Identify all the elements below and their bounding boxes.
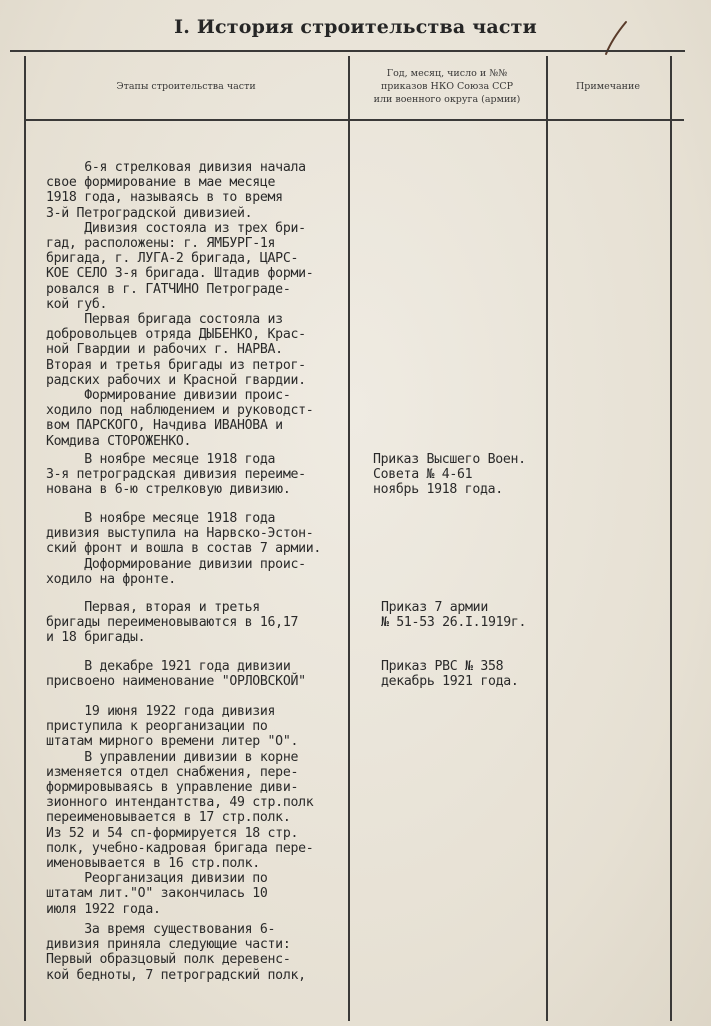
header-notes: Примечание bbox=[576, 81, 640, 92]
entry-renaming-1918: В ноябре месяце 1918 года 3-я петроградская дивизия переиме- нована в 6-ю стрелковую дивизию. bbox=[46, 452, 306, 498]
entry-front-1918: В ноябре месяце 1918 года дивизия выступила на Нарвско-Эстон- ский фронт и вошла в состав 7 армии. Доформирование дивизии проис- ходило на фронте. bbox=[46, 511, 322, 587]
header-bottom-rule bbox=[24, 119, 684, 121]
header-stages: Этапы строительства части bbox=[116, 81, 256, 92]
entry-units-accepted: За время существования 6- дивизия приняла следующие части: Первый образцовый полк деревенс- кой бедноты, 7 петроградский полк, bbox=[46, 922, 306, 983]
column-divider-2 bbox=[546, 56, 548, 1021]
left-border bbox=[24, 56, 26, 1021]
entry-orlovskaya-1921: В декабре 1921 года дивизии присвоено наименование "ОРЛОВСКОЙ" bbox=[46, 659, 306, 690]
entry-reorganization-1922: 19 июня 1922 года дивизия приступила к реорганизации по штатам мирного времени литер "О". В управлении дивизии в корне изменяется отдел снабжения, пере- формировываясь в управление диви- зионного интендантства, 49 стр.полк переименовывается в 17 стр.полк. Из 52 и 54 сп-формируется 18 стр. полк, учебно-кадровая бригада пере- именовывается в 16 стр.полк. Реорганизация дивизии по штатам лит."О" закончилась 10 июля 1922 года. bbox=[46, 704, 314, 917]
header-orders-line-1: Год, месяц, число и №№ bbox=[386, 68, 508, 79]
header-orders-line-2: приказов НКО Союза ССР bbox=[380, 81, 514, 92]
entry-formation: 6-я стрелковая дивизия начала свое формирование в мае месяце 1918 года, называясь в то время 3-й Петроградской дивизией. Дивизия состояла из трех бри- гад, расположены: г. ЯМБУРГ-1я бригада, г. ЛУГА-2 бригада, ЦАРС- КОЕ СЕЛО 3-я бригада. Штадив форми- ровался в г. ГАТЧИНО Петрограде- кой губ. Первая бригада состояла из добровольцев отряда ДЫБЕНКО, Крас- ной Гвардии и рабочих г. НАРВА. Вторая и третья бригады из петрог- радских рабочих и Красной гвардии. Формирование дивизии проис- ходило под наблюдением и руководст- вом ПАРСКОГО, Начдива ИВАНОВА и Комдива СТОРОЖЕНКО. bbox=[46, 160, 314, 449]
column-divider-1 bbox=[348, 56, 350, 1021]
page-title: I. История строительства части bbox=[174, 16, 537, 38]
table-top-rule bbox=[10, 50, 685, 52]
order-ref-1919: Приказ 7 армии № 51-53 26.I.1919г. bbox=[381, 600, 527, 631]
right-border bbox=[670, 56, 672, 1021]
header-orders bbox=[348, 67, 546, 106]
header-orders-line-3: или военного округа (армии) bbox=[373, 94, 521, 105]
entry-brigades-renamed: Первая, вторая и третья бригады переименовываются в 16,17 и 18 бригады. bbox=[46, 600, 299, 646]
order-ref-1921: Приказ РВС № 358 декабрь 1921 года. bbox=[381, 659, 519, 690]
order-ref-1918: Приказ Высшего Воен. Совета № 4-61 ноябрь 1918 года. bbox=[373, 452, 526, 498]
